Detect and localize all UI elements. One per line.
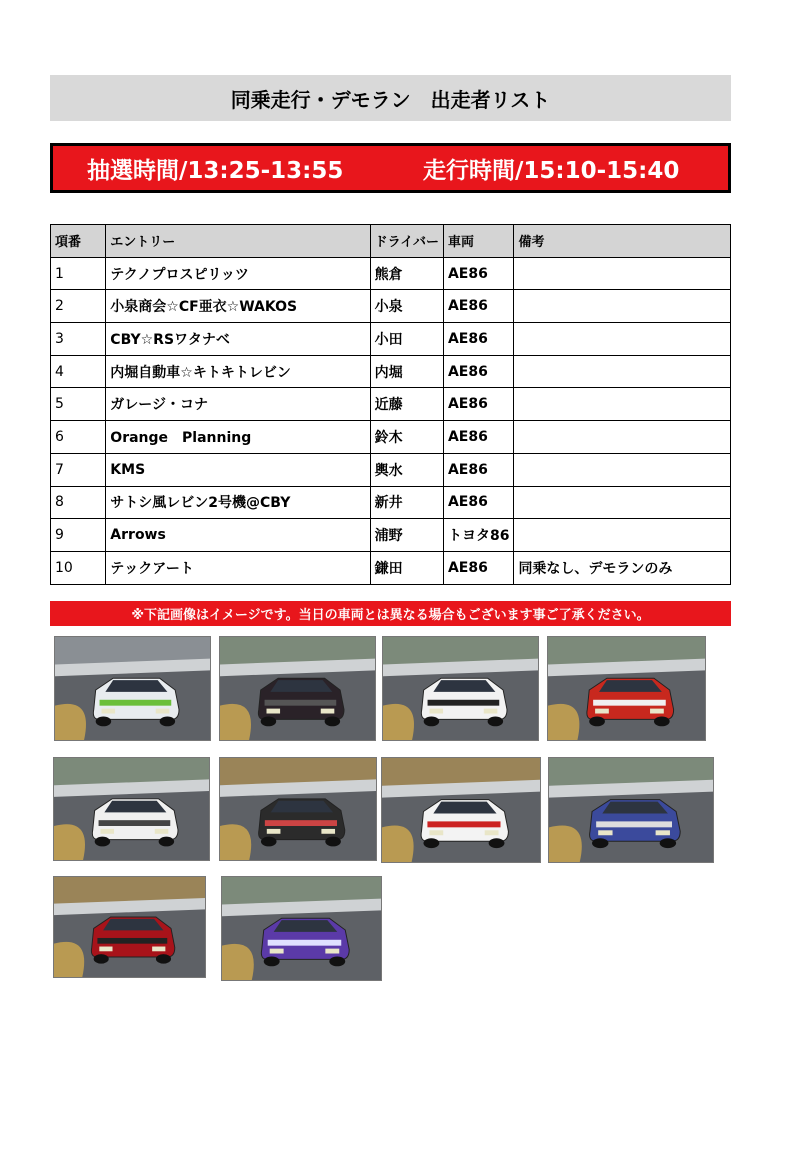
cell-car: AE86 <box>443 453 513 486</box>
header-entry: エントリー <box>106 225 370 258</box>
cell-driver: 浦野 <box>370 519 443 552</box>
cell-driver: 鈴木 <box>370 421 443 454</box>
cell-number: 4 <box>51 355 106 388</box>
header-car: 車両 <box>443 225 513 258</box>
table-row <box>51 486 731 519</box>
lottery-time: 抽選時間/13:25-13:55 <box>87 157 344 184</box>
table-row <box>51 388 731 421</box>
table-row <box>51 551 731 584</box>
cell-entry: 小泉商会☆CF亜衣☆WAKOS <box>106 290 370 323</box>
car-photo-7 <box>381 757 541 863</box>
cell-number: 3 <box>51 323 106 356</box>
entry-list-table <box>50 224 731 585</box>
page-title: 同乗走行・デモラン 出走者リスト <box>50 75 731 121</box>
cell-driver: 鎌田 <box>370 551 443 584</box>
cell-car: AE86 <box>443 355 513 388</box>
cell-number: 9 <box>51 519 106 552</box>
cell-note: 同乗なし、デモランのみ <box>514 551 731 584</box>
cell-entry: KMS <box>106 453 370 486</box>
cell-entry: 内堀自動車☆キトキトレビン <box>106 355 370 388</box>
image-disclaimer: ※下記画像はイメージです。当日の車両とは異なる場合もございます事ご了承ください。 <box>50 601 731 626</box>
table-row <box>51 519 731 552</box>
car-photo-4 <box>547 636 706 741</box>
cell-number: 10 <box>51 551 106 584</box>
table-row <box>51 421 731 454</box>
schedule-banner <box>50 143 731 193</box>
table-row <box>51 355 731 388</box>
cell-entry: Orange Planning <box>106 421 370 454</box>
cell-number: 7 <box>51 453 106 486</box>
cell-entry: テクノプロスピリッツ <box>106 257 370 290</box>
cell-driver: 内堀 <box>370 355 443 388</box>
cell-driver: 小田 <box>370 323 443 356</box>
cell-number: 8 <box>51 486 106 519</box>
header-number: 項番 <box>51 225 106 258</box>
cell-note <box>514 421 731 454</box>
cell-note <box>514 486 731 519</box>
cell-car: AE86 <box>443 257 513 290</box>
cell-car: AE86 <box>443 421 513 454</box>
cell-entry: CBY☆RSワタナベ <box>106 323 370 356</box>
cell-number: 5 <box>51 388 106 421</box>
cell-car: AE86 <box>443 551 513 584</box>
cell-car: AE86 <box>443 388 513 421</box>
cell-note <box>514 257 731 290</box>
cell-car: AE86 <box>443 290 513 323</box>
table-row <box>51 453 731 486</box>
cell-number: 6 <box>51 421 106 454</box>
car-photo-10 <box>221 876 382 981</box>
cell-number: 2 <box>51 290 106 323</box>
cell-note <box>514 323 731 356</box>
cell-driver: 小泉 <box>370 290 443 323</box>
header-note: 備考 <box>514 225 731 258</box>
cell-driver: 輿水 <box>370 453 443 486</box>
cell-entry: Arrows <box>106 519 370 552</box>
table-header-row <box>51 225 731 258</box>
cell-entry: サトシ風レビン2号機@CBY <box>106 486 370 519</box>
header-driver: ドライバー <box>370 225 443 258</box>
car-photo-9 <box>53 876 206 978</box>
table-row <box>51 290 731 323</box>
cell-note <box>514 388 731 421</box>
car-photo-3 <box>382 636 539 741</box>
cell-entry: ガレージ・コナ <box>106 388 370 421</box>
car-photo-2 <box>219 636 376 741</box>
cell-entry: テックアート <box>106 551 370 584</box>
table-row <box>51 257 731 290</box>
cell-driver: 近藤 <box>370 388 443 421</box>
cell-car: AE86 <box>443 323 513 356</box>
cell-car: AE86 <box>443 486 513 519</box>
car-photo-6 <box>219 757 377 861</box>
cell-note <box>514 453 731 486</box>
cell-driver: 熊倉 <box>370 257 443 290</box>
car-photo-1 <box>54 636 211 741</box>
table-row <box>51 323 731 356</box>
cell-note <box>514 290 731 323</box>
cell-note <box>514 519 731 552</box>
cell-note <box>514 355 731 388</box>
cell-car: トヨタ86 <box>443 519 513 552</box>
cell-driver: 新井 <box>370 486 443 519</box>
cell-number: 1 <box>51 257 106 290</box>
run-time: 走行時間/15:10-15:40 <box>423 157 680 184</box>
car-photo-5 <box>53 757 210 861</box>
car-photo-8 <box>548 757 714 863</box>
